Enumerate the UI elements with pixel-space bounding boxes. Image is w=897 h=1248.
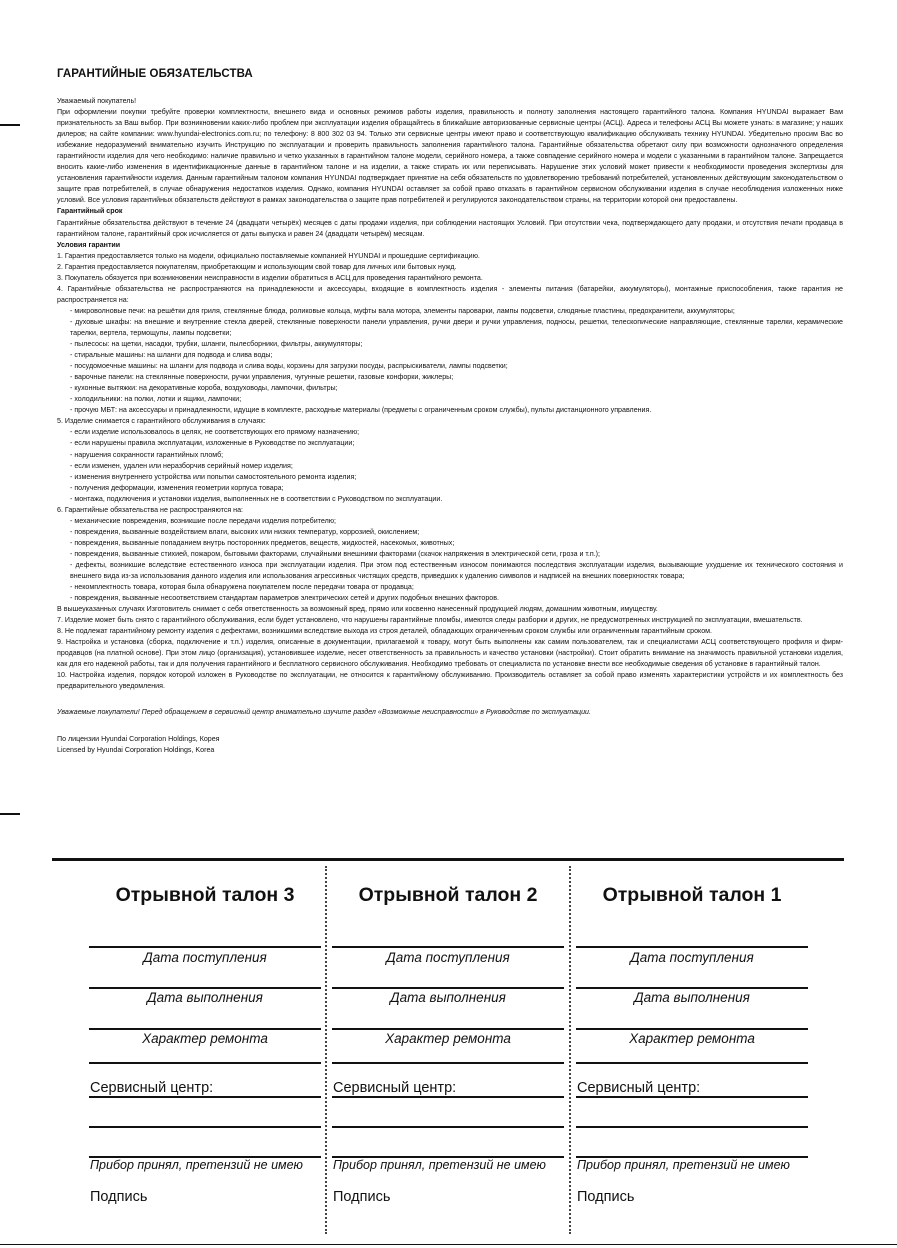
- repair-type-label: Характер ремонта: [629, 1031, 755, 1046]
- document-body: [57, 96, 843, 756]
- date-received-label: Дата поступления: [386, 950, 510, 965]
- date-received-line[interactable]: [576, 987, 808, 989]
- repair-type-line[interactable]: [89, 1062, 321, 1064]
- date-received-line[interactable]: [89, 987, 321, 989]
- date-completed-label: Дата выполнения: [634, 990, 750, 1005]
- list-item: - кухонные вытяжки: на декоративные короба, воздуховоды, лампочки, фильтры;: [70, 384, 338, 393]
- document-title: ГАРАНТИЙНЫЕ ОБЯЗАТЕЛЬСТВА: [57, 68, 253, 80]
- list-item: - повреждения, вызванные стихией, пожаром, бытовыми факторами, случайными внешними факторами (скачок напряжения в электрической сети, гроза и т.п.);: [70, 549, 601, 558]
- list-item: - варочные панели: на стеклянные поверхности, ручки управления, чугунные решетки, газовые конфорки, жиклеры;: [70, 373, 454, 382]
- service-center-line-2[interactable]: [576, 1126, 808, 1128]
- accepted-label: Прибор принял, претензий не имею: [90, 1158, 303, 1172]
- condition-6: 6. Гарантийные обязательства не распространяются на:: [57, 505, 244, 514]
- condition-7: 7. Изделие может быть снято с гарантийного обслуживания, если будет установлено, что нарушены гарантийные пломбы, имеются следы разборки и других, не предусмотренных инструкцией по эксплуатации, вмешательств.: [57, 616, 803, 625]
- repair-type-label: Характер ремонта: [142, 1031, 268, 1046]
- list-item: - духовые шкафы: на внешние и внутренние стекла дверей, стеклянные поверхности панели управления, ручки двери и ручки управления, подносы, решетки, телескопические направляющие, стеклянные тарелки, керамические тарелки, вертела, термощупы, лампы подсветки;: [70, 317, 843, 337]
- signature-label: Подпись: [333, 1189, 391, 1205]
- service-center-line-1[interactable]: [89, 1096, 321, 1098]
- conditions-heading: Условия гарантии: [57, 240, 121, 249]
- condition-5: 5. Изделие снимается с гарантийного обслуживания в случаях:: [57, 417, 266, 426]
- list-item: - изменения внутреннего устройства или попытки самостоятельного ремонта изделия;: [70, 472, 357, 481]
- condition-1: 1. Гарантия предоставляется только на модели, официально поставляемые компанией HYUNDAI и прошедшие сертификацию.: [57, 251, 480, 260]
- condition-9: 9. Настройка и установка (сборка, подключение и т.п.) изделия, описанные в документации, прилагаемой к товару, могут быть выполнены как самим пользователем, так и специалистами АСЦ соответствующего профиля и фирм-продавцов (на платной основе). При этом лицо (организация), установившее изделие, несет ответственность за правильность и качество установки (настройки). Стоит обратить внимание на значимость правильной установки изделия, как для его надежной работы, так и для получения гарантийного и бесплатного сервисного обслуживания. Необходимо требовать от специалиста по установке внести все необходимые сведения об установке в гарантийный талон.: [57, 638, 843, 669]
- coupon-title: Отрывной талон 2: [358, 884, 538, 906]
- service-center-label: Сервисный центр:: [333, 1080, 457, 1096]
- condition-10: 10. Настройка изделия, порядок которой изложен в Руководстве по эксплуатации, не относится к гарантийному обслуживанию. Производитель оставляет за собой право изменять характеристики устройств и их комплектность без предварительного уведомления.: [57, 671, 843, 691]
- list-item: - повреждения, вызванные воздействием влаги, высоких или низких температур, коррозией, окислением;: [70, 527, 420, 536]
- greeting: Уважаемый покупатель!: [57, 97, 137, 105]
- list-item: - холодильники: на полки, лотки и ящики, лампочки;: [70, 395, 242, 404]
- condition-6-note: В вышеуказанных случаях Изготовитель снимает с себя ответственность за возможный вред, прямо или косвенно нанесенный продукцией людям, домашним животным, имуществу.: [57, 605, 658, 614]
- coupon-title: Отрывной талон 1: [602, 884, 782, 906]
- list-item: - если изделие использовалось в целях, не соответствующих его прямому назначению;: [70, 428, 360, 437]
- list-item: - дефекты, возникшие вследствие естественного износа при эксплуатации изделия. При этом под естественным износом понимаются последствия эксплуатации изделия, вызывающие ухудшение их технического состояния и внешнего вида из-за использования данного изделия или использования агрессивных чистящих средств, приведших к удалению символов и надписей на внешних поверхностях товара;: [70, 560, 843, 581]
- condition-2: 2. Гарантия предоставляется покупателям, приобретающим и использующим свой товар для личных или бытовых нужд.: [57, 262, 457, 271]
- divider: [576, 946, 808, 948]
- list-item: - стиральные машины: на шланги для подвода и слива воды;: [70, 351, 273, 360]
- tear-line-2: [569, 866, 571, 1234]
- coupon-section-top-line: [52, 858, 844, 861]
- coupon-title: Отрывной талон 3: [115, 884, 295, 906]
- list-item: - микроволновые печи: на решётки для гриля, стеклянные блюда, роликовые кольца, муфты вала мотора, элементы пароварки, лампы подсветки, слюдяные пластины, предохранители, аккумуляторы;: [70, 306, 735, 315]
- service-center-line-1[interactable]: [332, 1096, 564, 1098]
- signature-label: Подпись: [90, 1189, 148, 1205]
- date-completed-label: Дата выполнения: [390, 990, 506, 1005]
- date-received-label: Дата поступления: [630, 950, 754, 965]
- date-completed-line[interactable]: [89, 1028, 321, 1030]
- repair-type-label: Характер ремонта: [385, 1031, 511, 1046]
- fold-mark-top: [0, 124, 20, 126]
- accepted-label: Прибор принял, претензий не имею: [577, 1158, 790, 1172]
- date-completed-line[interactable]: [332, 1028, 564, 1030]
- list-item: - если нарушены правила эксплуатации, изложенные в Руководстве по эксплуатации;: [70, 439, 355, 448]
- repair-type-line[interactable]: [576, 1062, 808, 1064]
- license-ru: По лицензии Hyundai Corporation Holdings, Корея: [57, 734, 220, 743]
- coupon-1: [576, 870, 808, 1240]
- condition-8: 8. Не подлежат гарантийному ремонту изделия с дефектами, возникшими вследствие выхода из строя деталей, обладающих ограниченным сроком службы или ограниченным гарантийным сроком.: [57, 627, 713, 636]
- service-center-label: Сервисный центр:: [577, 1080, 701, 1096]
- date-received-line[interactable]: [332, 987, 564, 989]
- condition-3: 3. Покупатель обязуется при возникновении неисправности в изделии обратиться в АСЦ для проведения гарантийного ремонта.: [57, 273, 483, 282]
- fold-mark-bottom: [0, 813, 20, 815]
- condition-4: 4. Гарантийные обязательства не распространяются на принадлежности и аксессуары, входящие в комплектность изделия - элементы питания (батарейки, аккумуляторы), монтажные приспособления, также гарантия не распространяется на:: [57, 284, 843, 304]
- list-item: - пылесосы: на щетки, насадки, трубки, шланги, пылесборники, фильтры, аккумуляторы;: [70, 340, 363, 349]
- list-item: - посудомоечные машины: на шланги для подвода и слива воды, корзины для загрузки посуды, распрыскиватели, лампы подсветки;: [70, 362, 508, 371]
- list-item: - прочую МБТ: на аксессуары и принадлежности, идущие в комплекте, расходные материалы (предметы с ограниченным сроком службы), пульты дистанционного управления.: [70, 406, 652, 415]
- accepted-label: Прибор принял, претензий не имею: [333, 1158, 546, 1172]
- list-item: - получения деформации, изменения геометрии корпуса товара;: [70, 483, 284, 492]
- list-item: - если изменен, удален или неразборчив серийный номер изделия;: [70, 461, 293, 470]
- list-item: - повреждения, вызванные попаданием внутрь посторонних предметов, веществ, жидкостей, насекомых, животных;: [70, 538, 455, 547]
- signature-label: Подпись: [577, 1189, 635, 1205]
- service-center-line-2[interactable]: [89, 1126, 321, 1128]
- service-center-label: Сервисный центр:: [90, 1080, 214, 1096]
- date-received-label: Дата поступления: [143, 950, 267, 965]
- list-item: - некомплектность товара, которая была обнаружена покупателем после передачи товара от продавца;: [70, 583, 414, 592]
- service-center-line-1[interactable]: [576, 1096, 808, 1098]
- warranty-period-heading: Гарантийный срок: [57, 207, 123, 216]
- warranty-period-text: Гарантийные обязательства действуют в течение 24 (двадцати четырёх) месяцев с даты продажи изделия, при соблюдении настоящих Условий. При отсутствии чека, подтверждающего дату продажи, и отсутствия печати продавца в гарантийном талоне, гарантийный срок исчисляется от даты выпуска и равен 24 (двадцати четырём) месяцам.: [57, 218, 843, 238]
- divider: [89, 946, 321, 948]
- warranty-document: [57, 68, 843, 756]
- tear-line-1: [325, 866, 327, 1234]
- list-item: - монтажа, подключения и установки изделия, выполненных не в соответствии с Руководством по эксплуатации.: [70, 494, 443, 503]
- page-bottom-line: [0, 1244, 897, 1245]
- date-completed-line[interactable]: [576, 1028, 808, 1030]
- coupon-3: [89, 870, 321, 1240]
- intro-paragraph: При оформлении покупки требуйте проверки комплектности, внешнего вида и основных режимов работы изделия, правильность и полноту заполнения настоящего гарантийного талона. Компания HYUNDAI выражает Вам признательность за Ваш выбор. При возникновении каких-либо проблем при эксплуатации изделия обращайтесь в ближайшие авторизованные сервисные центры (АСЦ). Адреса и телефоны АСЦ Вы можете узнать: в магазине; у наших дилеров; на сайте компании: www.hyundai-electronics.com.ru; по телефону: 8 800 302 03 94. Только эти сервисные центры имеют право и соответствующую квалификацию обслуживать технику HYUNDAI. Убедительно просим Вас во избежание недоразумений внимательно изучить Инструкцию по эксплуатации и проверить правильность заполнения гарантийного талона. Гарантийные обязательства обретают силу при возможности однозначного определения гарантийности изделия для чего необходимо: наличие правильно и четко указанных в гарантийном талоне модели, серийного номера, а также совпадение серийного номера и модели с указанными в гарантийном талоне. Запрещается вносить какие-либо изменения в идентификационные данные в гарантийном талоне и на изделии, а также стирать их или переписывать. Нарушение этих условий может привести к необходимости проведения экспертизы для установления гарантийности изделия. Данным гарантийным талоном компания HYUNDAI подтверждает принятие на себя обязательств по удовлетворению требований потребителей, установленных действующим законодательством о защите прав потребителей, в случае обнаружения недостатков изделия. Однако, компания HYUNDAI оставляет за собой право отказать в гарантийном сервисном обслуживании изделия в случае несоблюдения изложенных ниже условий. Все условия гарантийных обязательств действуют в рамках законодательства о защите прав потребителей и регулируются законодательством страны, на территории которой они предоставлены.: [57, 108, 843, 205]
- list-item: - нарушения сохранности гарантийных пломб;: [70, 450, 224, 459]
- coupon-2: [332, 870, 564, 1240]
- divider: [332, 946, 564, 948]
- service-center-line-2[interactable]: [332, 1126, 564, 1128]
- license-en: Licensed by Hyundai Corporation Holdings, Korea: [57, 745, 215, 754]
- repair-type-line[interactable]: [332, 1062, 564, 1064]
- service-notice: Уважаемые покупатели! Перед обращением в сервисный центр внимательно изучите раздел «Возможные неисправности» в Руководстве по эксплуатации.: [57, 707, 591, 716]
- list-item: - повреждения, вызванные несоответствием стандартам параметров электрических сетей и других подобных внешних факторов.: [70, 594, 499, 603]
- date-completed-label: Дата выполнения: [147, 990, 263, 1005]
- list-item: - механические повреждения, возникшие после передачи изделия потребителю;: [70, 516, 336, 525]
